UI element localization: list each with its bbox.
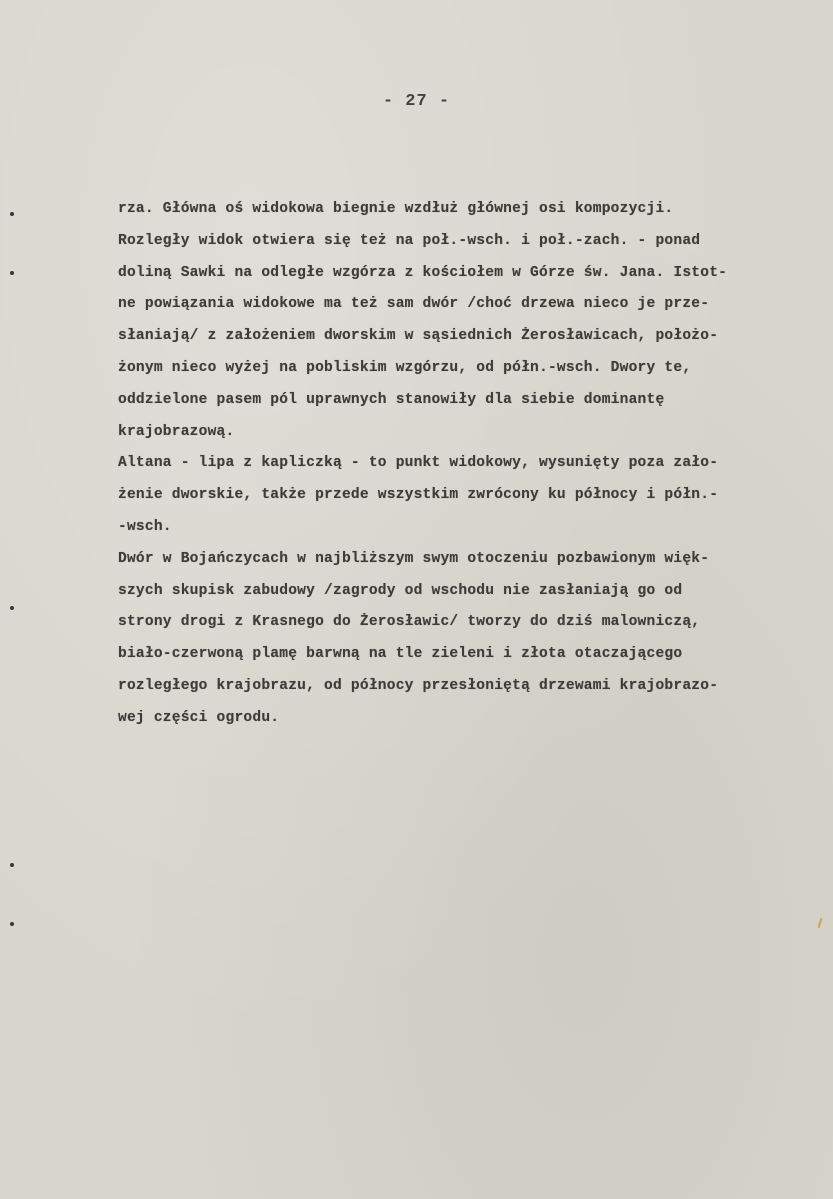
text-line: rza. Główna oś widokowa biegnie wzdłuż głównej osi kompozycji. [118, 201, 674, 217]
text-line: rozległego krajobrazu, od północy przesłoniętą drzewami krajobrazo- [118, 677, 719, 694]
text-line: Rozległy widok otwiera się też na poł.-wsch. i poł.-zach. - ponad [118, 232, 701, 249]
margin-dot [10, 922, 14, 926]
text-line: oddzielone pasem pól uprawnych stanowiły dla siebie dominantę [118, 391, 665, 408]
text-line: Altana - lipa z kapliczką - to punkt widokowy, wysunięty poza zało- [118, 455, 719, 472]
text-line: Dwór w Bojańczycach w najbliższym swym otoczeniu pozbawionym więk- [118, 550, 710, 567]
paper-mark [818, 918, 823, 928]
margin-dot [10, 271, 14, 275]
page-number: - 27 - [382, 92, 451, 111]
text-line: słaniają/ z założeniem dworskim w sąsiednich Żerosławicach, położo- [118, 328, 719, 345]
text-line: doliną Sawki na odległe wzgórza z kościołem w Górze św. Jana. Istot- [118, 264, 728, 281]
text-line: krajobrazową. [118, 423, 235, 440]
text-line: ne powiązania widokowe ma też sam dwór /choć drzewa nieco je prze- [118, 296, 710, 313]
margin-dot [10, 863, 14, 867]
text-line: biało-czerwoną plamę barwną na tle zieleni i złota otaczającego [118, 646, 683, 663]
text-line: szych skupisk zabudowy /zagrody od wschodu nie zasłaniają go od [118, 582, 683, 599]
margin-dot [10, 212, 14, 216]
text-line: strony drogi z Krasnego do Żerosławic/ tworzy do dziś malowniczą, [118, 614, 701, 631]
text-line: wej części ogrodu. [118, 709, 280, 726]
body-text [118, 194, 818, 735]
text-line: żonym nieco wyżej na pobliskim wzgórzu, od półn.-wsch. Dwory te, [118, 359, 692, 376]
text-line: żenie dworskie, także przede wszystkim zwrócony ku północy i półn.- [118, 487, 719, 504]
text-line: -wsch. [118, 518, 172, 535]
margin-dot [10, 606, 14, 610]
